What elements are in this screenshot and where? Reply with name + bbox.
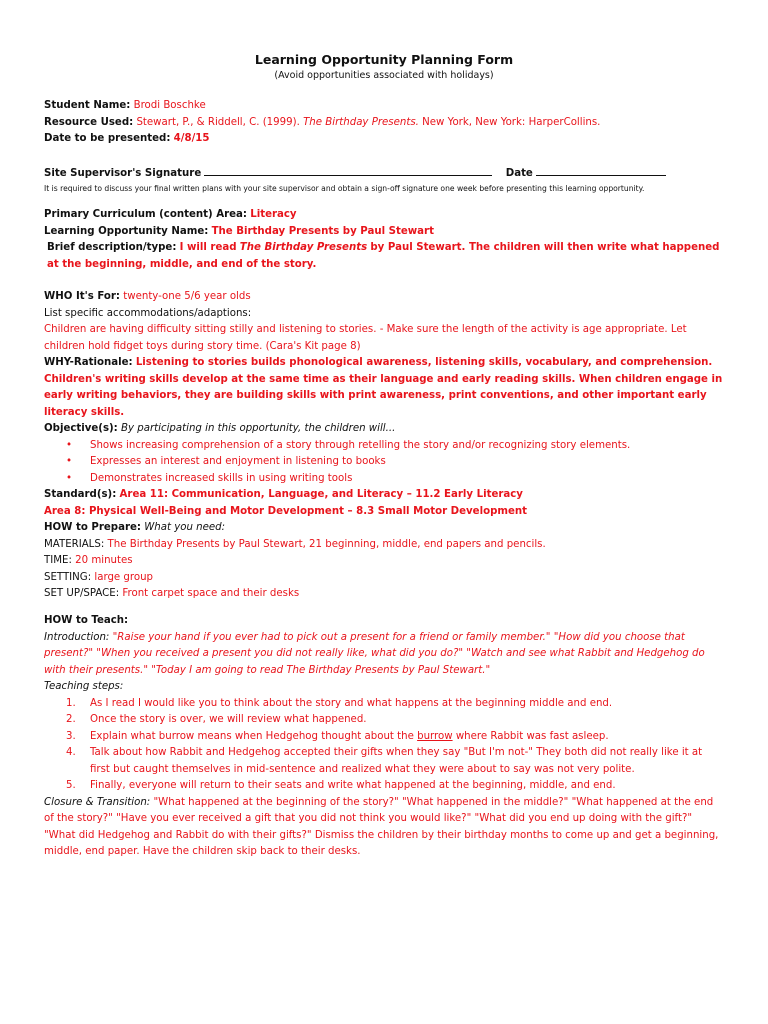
step-text: Once the story is over, we will review what happened. — [90, 714, 367, 725]
objectives-label: Objective(s): — [44, 423, 118, 434]
why-value-2: Children's writing skills develop at the same time as their language and early reading skills. When children engage in early writing behaviors, they are building skills with print awareness, print conventions, and other important early literacy skills. — [44, 373, 723, 418]
objectives-list — [44, 438, 724, 488]
list-item — [44, 696, 724, 713]
why-value-1: Listening to stories builds phonological awareness, listening skills, vocabulary, and comprehension. — [135, 357, 713, 368]
curriculum-area-value: Literacy — [250, 209, 297, 220]
setup-value: Front carpet space and their desks — [122, 588, 300, 599]
step-text: As I read I would like you to think about the story and what happens at the beginning middle and end. — [90, 697, 613, 709]
form-title: Learning Opportunity Planning Form — [254, 52, 514, 67]
standards-value-1: Area 11: Communication, Language, and Literacy – 11.2 Early Literacy — [119, 489, 523, 500]
brief-description-rest: by Paul Stewart. The children will then write what happened at the beginning, middle, and end of the story. — [47, 242, 720, 270]
student-name-label: Student Name: — [44, 100, 131, 111]
signature-note: It is required to discuss your final written plans with your site supervisor and obtain a sign-off signature one week before presenting this learning opportunity. — [44, 183, 645, 193]
time-label: TIME: — [44, 555, 72, 566]
curriculum-area-label: Primary Curriculum (content) Area: — [44, 209, 247, 220]
list-item — [44, 712, 724, 729]
teaching-steps-label: Teaching steps: — [44, 681, 124, 692]
accommodations-value: Children are having difficulty sitting stilly and listening to stories. - Make sure the length of the activity is age appropriate. Let children hold fidget toys during story time. (Cara's Kit page 8) — [44, 324, 687, 352]
resource-label: Resource Used: — [44, 116, 134, 128]
signature-section — [44, 164, 724, 194]
prepare-label: HOW to Prepare: — [44, 522, 141, 533]
standards-value-2: Area 8: Physical Well-Being and Motor Development – 8.3 Small Motor Development — [44, 505, 528, 517]
closure-label: Closure & Transition: — [44, 796, 151, 808]
step-text: Finally, everyone will return to their seats and write what happened at the beginning, middle, and end. — [90, 780, 616, 791]
date-presented-value: 4/8/15 — [173, 133, 210, 144]
why-label: WHY-Rationale: — [44, 357, 133, 368]
resource-publisher: New York, New York: HarperCollins. — [422, 116, 601, 128]
list-item: • Expresses an interest and enjoyment in listening to books — [44, 454, 724, 471]
student-name-value: Brodi Boschke — [133, 100, 206, 111]
supervisor-signature-line[interactable] — [204, 164, 492, 176]
closure-value: "What happened at the beginning of the story?" "What happened in the middle?" "What happened at the end of the story?" "Have you ever received a gift that you did not think you would like?" "What did you end up doing with the gift?" "What did Hedgehog and Rabbit do with their gifts?" Dismiss the children by their birthday months to come up and get a beginning, middle, end paper. Have the children skip back to their desks. — [44, 796, 719, 857]
setting-label: SETTING: — [44, 571, 92, 583]
supervisor-signature-label: Site Supervisor's Signature — [44, 168, 202, 179]
objectives-intro: By participating in this opportunity, the children will... — [121, 423, 396, 434]
introduction-label: Introduction: — [44, 631, 110, 643]
materials-value: The Birthday Presents by Paul Stewart, 21 beginning, middle, end papers and pencils. — [107, 538, 546, 550]
form-subtitle: (Avoid opportunities associated with holidays) — [274, 70, 494, 81]
step-number: 1. — [66, 697, 76, 709]
opportunity-name-value: The Birthday Presents by Paul Stewart — [211, 225, 434, 237]
standards-label: Standard(s): — [44, 489, 117, 500]
step-text: Explain what burrow means when Hedgehog thought about the — [90, 730, 414, 742]
brief-description-book: The Birthday Presents — [239, 242, 368, 253]
teach-section — [44, 613, 724, 861]
list-item — [44, 745, 724, 778]
accommodations-label: List specific accommodations/adaptions: — [44, 307, 252, 319]
curriculum-section — [44, 207, 724, 273]
step-number: 4. — [66, 747, 76, 758]
burrow-word: burrow — [417, 730, 453, 742]
step-number: 5. — [66, 780, 76, 791]
list-item: • Demonstrates increased skills in using writing tools — [44, 471, 724, 488]
time-value: 20 minutes — [75, 555, 133, 566]
signature-date-line[interactable] — [536, 164, 666, 176]
brief-description-label: Brief description/type: — [47, 242, 177, 253]
resource-book-title: The Birthday Presents. — [303, 116, 419, 128]
who-why-section — [44, 289, 724, 603]
setting-value: large group — [94, 571, 154, 583]
resource-citation: Stewart, P., & Riddell, C. (1999). — [136, 116, 300, 128]
list-item — [44, 778, 724, 795]
step-number: 2. — [66, 714, 76, 725]
student-info — [44, 98, 724, 148]
step-text: where Rabbit was fast asleep. — [455, 730, 609, 742]
opportunity-name-label: Learning Opportunity Name: — [44, 225, 209, 237]
materials-label: MATERIALS: — [44, 538, 105, 550]
step-text: Talk about how Rabbit and Hedgehog accepted their gifts when they say "But I'm not-" They both did not really like it at first but caught themselves in mid-sentence and realized what they were about to say was not very polite. — [90, 747, 703, 775]
setup-label: SET UP/SPACE: — [44, 588, 120, 599]
prepare-need: What you need: — [144, 522, 226, 533]
brief-description-start: I will read — [179, 242, 237, 253]
list-item — [44, 729, 724, 746]
teaching-steps-list — [44, 696, 724, 795]
signature-date-label: Date — [505, 168, 533, 179]
date-presented-label: Date to be presented: — [44, 133, 171, 144]
who-label: WHO It's For: — [44, 291, 121, 302]
list-item: • Shows increasing comprehension of a story through retelling the story and/or recognizing story elements. — [44, 438, 724, 455]
step-number: 3. — [66, 730, 76, 742]
teach-label: HOW to Teach: — [44, 615, 129, 626]
introduction-value: "Raise your hand if you ever had to pick out a present for a friend or family member." "How did you choose that present?" "When you received a present you did not really like, what did you do?" "Watch and see what Rabbit and Hedgehog do with their presents." "Today I am going to read The Birthday Presents by Paul Stewart." — [44, 631, 705, 676]
who-value: twenty-one 5/6 year olds — [123, 291, 251, 302]
